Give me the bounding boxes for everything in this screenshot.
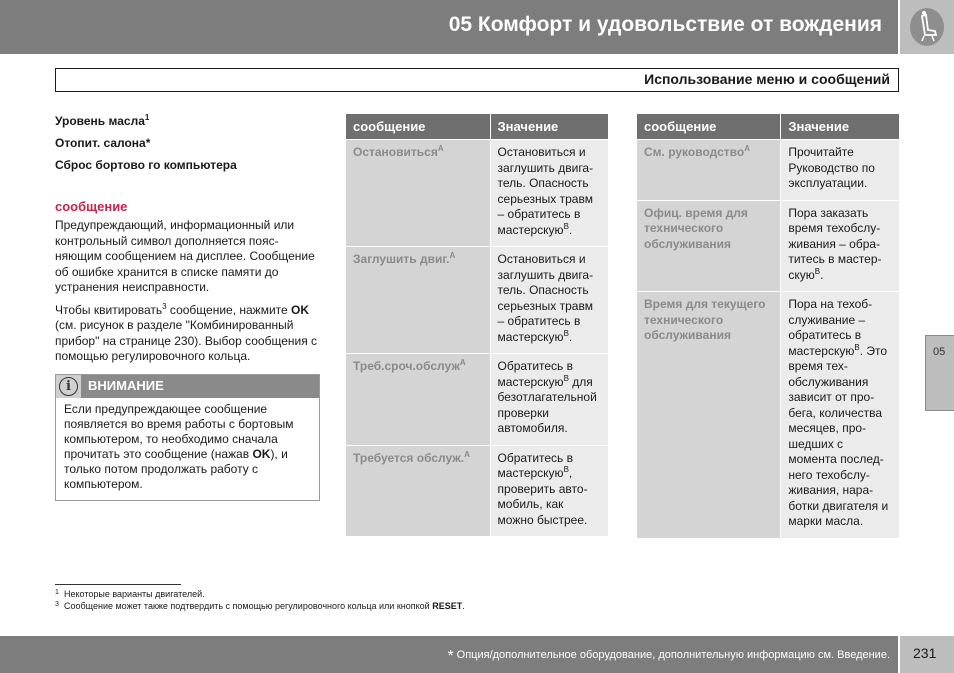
table-row: [346, 140, 609, 247]
table-row: [637, 140, 900, 201]
meaning-cell: Остановиться и заглушить двигатель. Опасность серьезных травм – обратитесь в мастерскую$^B$.: [490, 140, 608, 247]
message-cell: Требуется обслуж.$^A$: [346, 445, 491, 537]
column-header-meaning: Значение: [490, 114, 608, 140]
table-header-row: [637, 114, 900, 140]
chapter-title: 05 Комфорт и удовольствие от вождения: [448, 13, 882, 36]
column-header-meaning: Значение: [781, 114, 900, 140]
left-column: [55, 113, 320, 501]
messages-table-1: [345, 113, 609, 537]
footer-bar: [0, 636, 898, 673]
chapter-side-tab-label: 05: [933, 346, 946, 358]
footnote-1: 1 Некоторые варианты двигателей.: [55, 589, 205, 599]
note-header: [56, 375, 319, 398]
menu-item-trip-computer-reset: Сброс бортово го компьютера: [55, 158, 237, 172]
chapter-side-tab: [925, 335, 954, 411]
footnote-3: 3 Сообщение может также подтвердить с помощью регулировочного кольца или кнопкой RESET.: [55, 601, 465, 611]
page-number: 231: [913, 645, 937, 661]
message-cell: Треб.сроч.обслуж$^A$: [346, 354, 491, 446]
menu-item-cabin-heater: Отопит. салона*: [55, 136, 151, 150]
messages-paragraph: Предупреждающий, информационный или контрольный символ дополняется поясняющим сообщением на дисплее. Сообщение об ошибке хранится в списке памяти до устранения неисправности.: [55, 218, 315, 294]
footnote-divider: [55, 584, 181, 585]
seat-icon: [910, 8, 944, 46]
table-row: [346, 247, 609, 354]
meaning-cell: Пора заказать время техобслуживания – обратитесь в мастерскую$^B$.: [781, 200, 900, 292]
footer-option-note: * Опция/дополнительное оборудование, дополнительную информацию см. Введение.: [447, 648, 890, 665]
meaning-cell: Обратитесь в мастерскую$^B$ для безотлагательной проверки автомобиля.: [490, 354, 608, 446]
chapter-icon-box: [900, 0, 954, 54]
messages-heading: сообщение: [55, 199, 128, 214]
meaning-cell: Остановиться и заглушить двигатель. Опасность серьезных травм – обратитесь в мастерскую$^B$.: [490, 247, 608, 354]
message-cell: Остановиться$^A$: [346, 140, 491, 247]
messages-table-2: [636, 113, 900, 539]
chapter-header-bar: [0, 0, 898, 54]
table-row: [637, 200, 900, 292]
menu-item-oil-level: Уровень масла$^1$: [55, 113, 150, 128]
note-title: ВНИМАНИЕ: [88, 377, 164, 393]
message-cell: Время для текущего технического обслуживания: [637, 292, 781, 539]
message-cell: Заглушить двиг.$^A$: [346, 247, 491, 354]
message-cell: Офиц. время для технического обслуживания: [637, 200, 781, 292]
table-header-row: [346, 114, 609, 140]
section-title: Использование меню и сообщений: [644, 71, 890, 87]
meaning-cell: Прочитайте Руководство по эксплуатации.: [781, 140, 900, 201]
table-row: [346, 354, 609, 446]
table-row: [346, 445, 609, 537]
acknowledge-paragraph: Чтобы квитировать$^3$ сообщение, нажмите OK (см. рисунок в разделе "Комбинированный прибор" на странице 230). Выбор сообщения с помощью регулировочного кольца.: [55, 301, 318, 363]
section-title-bar: [55, 68, 899, 92]
info-icon: i: [56, 375, 81, 398]
meaning-cell: Пора на техобслуживание – обратитесь в мастерскую$^B$. Это время техобслуживания зависит от пробега, количества месяцев, прошедших с момента последнего техобслуживания, наработки двигателя и марки масла.: [781, 292, 900, 539]
table-row: [637, 292, 900, 539]
column-header-message: сообщение: [637, 114, 781, 140]
page-number-box: [900, 636, 954, 673]
message-cell: См. руководство$^A$: [637, 140, 781, 201]
note-body: Если предупреждающее сообщение появляется во время работы с бортовым компьютером, то необходимо сначала прочитать это сообщение (нажав OK), и только потом продолжать работу с компьютером.: [64, 401, 294, 491]
note-box: [55, 374, 320, 501]
column-header-message: сообщение: [346, 114, 491, 140]
meaning-cell: Обратитесь в мастерскую$^B$, проверить автомобиль, как можно быстрее.: [490, 445, 608, 537]
